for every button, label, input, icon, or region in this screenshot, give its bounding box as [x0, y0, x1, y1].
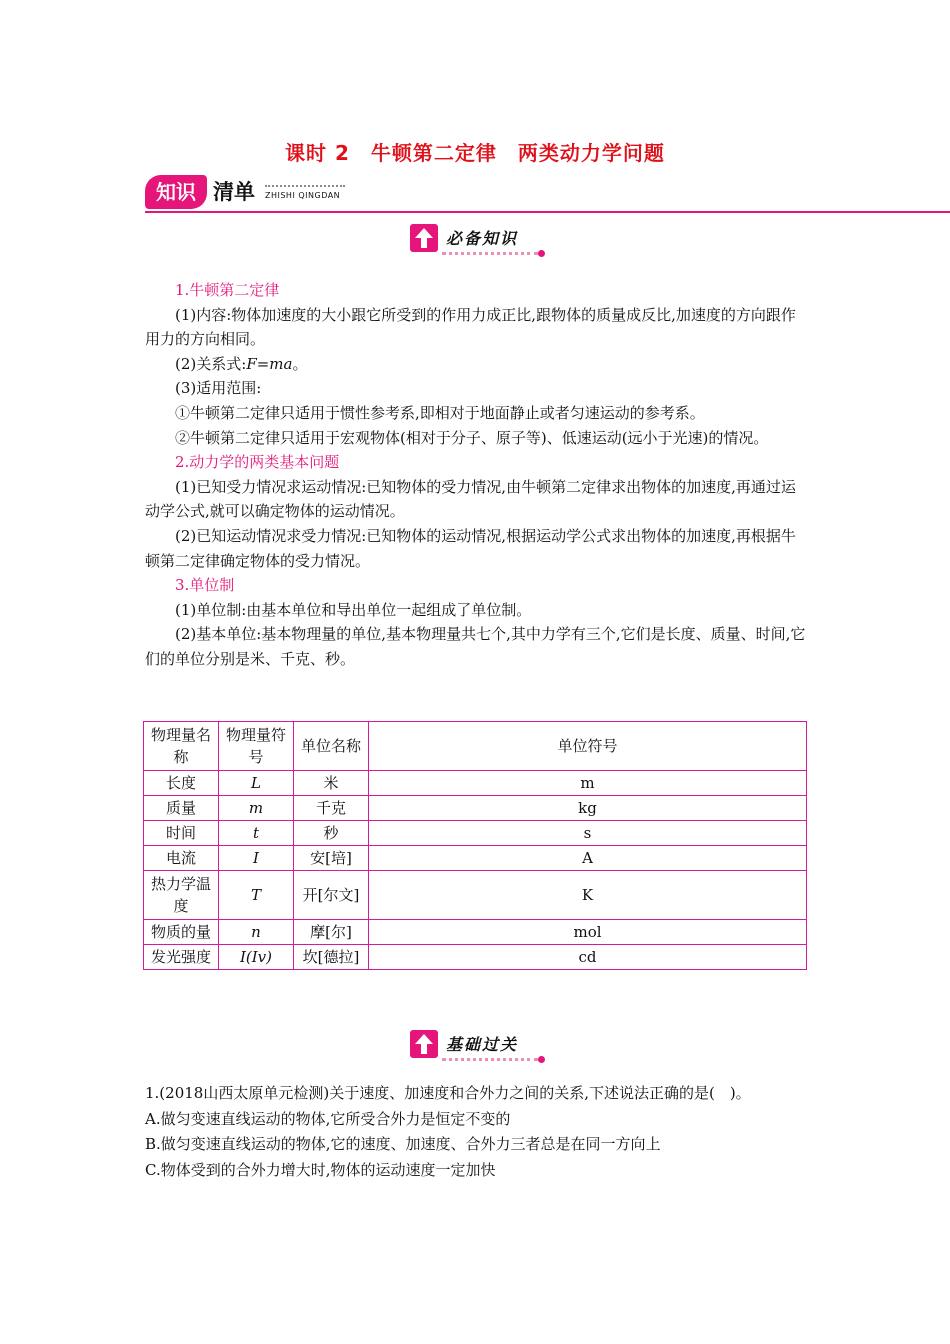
paragraph: ②牛顿第二定律只适用于宏观物体(相对于分子、原子等)、低速运动(远小于光速)的情况。 — [175, 428, 769, 447]
table-header-row — [144, 722, 807, 771]
table-cell: A — [369, 846, 807, 871]
section-dots — [442, 252, 538, 255]
table-row — [144, 920, 807, 945]
section-head-essential-knowledge — [410, 224, 550, 260]
section-head-basic-practice — [410, 1030, 550, 1066]
table-cell: K — [369, 871, 807, 920]
knowledge-content — [145, 278, 810, 672]
paragraph: (1)单位制:由基本单位和导出单位一起组成了单位制。 — [175, 600, 532, 619]
up-arrow-icon — [410, 1030, 438, 1058]
table-cell: n — [219, 920, 294, 945]
heading-newton-second-law: 1.牛顿第二定律 — [175, 281, 280, 299]
header-cell: 单位名称 — [294, 722, 369, 771]
paragraph-formula — [145, 352, 810, 377]
formula-prefix: (2)关系式: — [175, 354, 247, 373]
section-label: 必备知识 — [446, 229, 519, 248]
table-cell: 热力学温度 — [144, 871, 219, 920]
banner-pinyin: ZHISHI QINGDAN — [265, 191, 341, 200]
section-dot-end — [538, 250, 545, 257]
formula-suffix: 。 — [292, 354, 308, 373]
table-cell: 质量 — [144, 796, 219, 821]
table-cell: I — [219, 846, 294, 871]
table-row — [144, 871, 807, 920]
table-cell: m — [219, 796, 294, 821]
section-dot-end — [538, 1056, 545, 1063]
table-row — [144, 796, 807, 821]
table-row — [144, 821, 807, 846]
si-units-table — [143, 721, 807, 970]
paragraph: ①牛顿第二定律只适用于惯性参考系,即相对于地面静止或者匀速运动的参考系。 — [175, 403, 705, 422]
table-cell: I(Iv) — [219, 945, 294, 970]
table-cell: 秒 — [294, 821, 369, 846]
table-cell: 开[尔文] — [294, 871, 369, 920]
table-cell: 时间 — [144, 821, 219, 846]
table-cell: m — [369, 771, 807, 796]
section-label: 基础过关 — [446, 1035, 519, 1054]
paragraph: (1)已知受力情况求运动情况:已知物体的受力情况,由牛顿第二定律求出物体的加速度,再通过运动学公式,就可以确定物体的运动情况。 — [145, 477, 796, 521]
header-cell: 物理量符号 — [219, 722, 294, 771]
table-cell: L — [219, 771, 294, 796]
up-arrow-icon — [410, 224, 438, 252]
table-cell: 物质的量 — [144, 920, 219, 945]
banner-qingdan-text: 清单 — [213, 180, 255, 204]
banner-dots — [265, 185, 345, 187]
table-cell: cd — [369, 945, 807, 970]
table-cell: s — [369, 821, 807, 846]
table-cell: 米 — [294, 771, 369, 796]
paragraph: (1)内容:物体加速度的大小跟它所受到的作用力成正比,跟物体的质量成反比,加速度的方向跟作用力的方向相同。 — [145, 305, 796, 349]
table-cell: 发光强度 — [144, 945, 219, 970]
table-cell: 电流 — [144, 846, 219, 871]
formula: F=ma — [246, 354, 293, 373]
header-cell: 物理量名称 — [144, 722, 219, 771]
heading-unit-system: 3.单位制 — [175, 576, 235, 595]
knowledge-list-banner — [145, 173, 950, 213]
paragraph: (3)适用范围: — [175, 379, 262, 398]
table-row — [144, 771, 807, 796]
heading-dynamics-problems: 2.动力学的两类基本问题 — [175, 453, 340, 472]
option-b: B.做匀变速直线运动的物体,它的速度、加速度、合外力三者总是在同一方向上 — [145, 1135, 661, 1153]
paragraph: (2)已知运动情况求受力情况:已知物体的运动情况,根据运动学公式求出物体的加速度,再根据牛顿第二定律确定物体的受力情况。 — [145, 526, 796, 570]
banner-underline — [145, 211, 950, 213]
table-cell: 长度 — [144, 771, 219, 796]
table-cell: kg — [369, 796, 807, 821]
table-cell: 摩[尔] — [294, 920, 369, 945]
paragraph: (2)基本单位:基本物理量的单位,基本物理量共七个,其中力学有三个,它们是长度、质量、时间,它们的单位分别是米、千克、秒。 — [145, 625, 806, 668]
table-cell: 安[培] — [294, 846, 369, 871]
question-stem: 1.(2018山西太原单元检测)关于速度、加速度和合外力之间的关系,下述说法正确的是( )。 — [145, 1084, 751, 1102]
table-cell: 千克 — [294, 796, 369, 821]
banner-zhishi-badge: 知识 — [145, 175, 207, 209]
option-c: C.物体受到的合外力增大时,物体的运动速度一定加快 — [145, 1160, 496, 1179]
question-1 — [145, 1081, 810, 1183]
table-row — [144, 945, 807, 970]
table-cell: T — [219, 871, 294, 920]
table-cell: mol — [369, 920, 807, 945]
table-cell: 坎[德拉] — [294, 945, 369, 970]
lesson-title: 课时 2 牛顿第二定律 两类动力学问题 — [285, 141, 665, 165]
table-cell: t — [219, 821, 294, 846]
table-row — [144, 846, 807, 871]
header-cell: 单位符号 — [369, 722, 807, 771]
option-a: A.做匀变速直线运动的物体,它所受合外力是恒定不变的 — [145, 1109, 511, 1128]
section-dots — [442, 1058, 538, 1061]
